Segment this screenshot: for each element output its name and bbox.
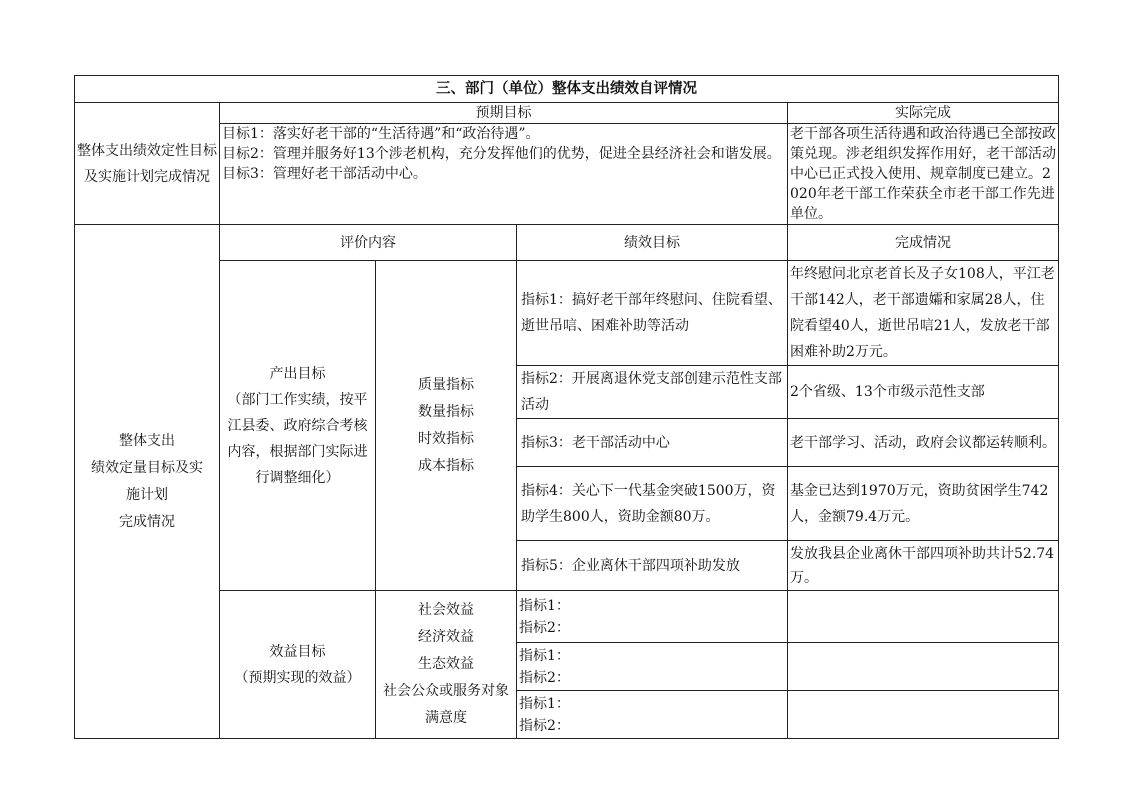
benefit-target-3: 指标1： 指标2： [517, 691, 788, 739]
benefit-indicator-types: 社会效益 经济效益 生态效益 社会公众或服务对象满意度 [376, 591, 517, 739]
output-indicator-types: 质量指标 数量指标 时效指标 成本指标 [376, 261, 517, 591]
expected-header: 预期目标 [220, 103, 788, 124]
output-goal-name: 产出目标 （部门工作实绩，按平江县委、政府综合考核内容，根据部门实际进行调整细化） [220, 261, 376, 591]
output-result-1: 年终慰问北京老首长及子女108人，平江老干部142人，老干部遗孀和家属28人，住院看望40人，逝世吊唁21人，发放老干部困难补助2万元。 [788, 261, 1059, 366]
result-header: 完成情况 [788, 225, 1059, 261]
output-target-1: 指标1：搞好老干部年终慰问、住院看望、逝世吊唁、困难补助等活动 [517, 261, 788, 366]
section1-label: 整体支出绩效定性目标及实施计划完成情况 [75, 103, 220, 225]
output-target-2: 指标2：开展离退休党支部创建示范性支部活动 [517, 366, 788, 419]
expected-goal-3: 目标3：管理好老干部活动中心。 [222, 166, 427, 182]
target-header: 绩效目标 [517, 225, 788, 261]
output-result-4: 基金已达到1970万元，资助贫困学生742人，金额79.4万元。 [788, 467, 1059, 541]
expected-goals [220, 124, 788, 225]
output-result-2: 2个省级、13个市级示范性支部 [788, 366, 1059, 419]
benefit-target-1: 指标1： 指标2： [517, 591, 788, 643]
output-target-3: 指标3：老干部活动中心 [517, 419, 788, 467]
benefit-target-2: 指标1： 指标2： [517, 643, 788, 691]
content-header: 评价内容 [220, 225, 517, 261]
output-target-5: 指标5：企业离休干部四项补助发放 [517, 541, 788, 591]
table-title: 三、部门（单位）整体支出绩效自评情况 [75, 76, 1059, 103]
output-result-5: 发放我县企业离休干部四项补助共计52.74万。 [788, 541, 1059, 591]
actual-completion: 老干部各项生活待遇和政治待遇已全部按政策兑现。涉老组织发挥作用好，老干部活动中心已正式投入使用、规章制度已建立。2020年老干部工作荣获全市老干部工作先进单位。 [788, 124, 1059, 225]
actual-header: 实际完成 [788, 103, 1059, 124]
output-target-4: 指标4：关心下一代基金突破1500万，资助学生800人，资助金额80万。 [517, 467, 788, 541]
output-result-3: 老干部学习、活动，政府会议都运转顺利。 [788, 419, 1059, 467]
benefit-goal-name: 效益目标 （预期实现的效益） [220, 591, 376, 739]
benefit-result-3 [788, 691, 1059, 739]
performance-table [74, 75, 1059, 739]
section2-label: 整体支出 绩效定量目标及实 施计划 完成情况 [75, 225, 220, 739]
expected-goal-1: 目标1：落实好老干部的“生活待遇”和“政治待遇”。 [222, 126, 540, 142]
expected-goal-2: 目标2：管理并服务好13个涉老机构，充分发挥他们的优势，促进全县经济社会和谐发展。 [222, 146, 781, 162]
benefit-result-1 [788, 591, 1059, 643]
benefit-result-2 [788, 643, 1059, 691]
